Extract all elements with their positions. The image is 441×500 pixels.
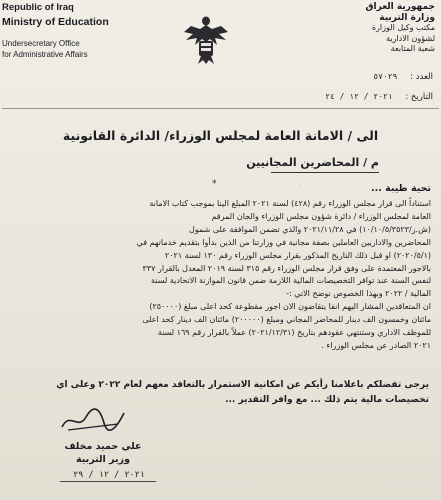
office-name-ar: مكتب وكيل الوزارة xyxy=(371,23,435,32)
signer-title: وزير التربية xyxy=(76,454,130,465)
signer-block xyxy=(48,440,158,466)
date-value: ٢٠٢١ / ١٢ / ٢٤ xyxy=(325,92,393,101)
signature-date: ٢٠٢١ / ١٢ / ٢٩ xyxy=(73,470,145,480)
office-name-en: Undersecretary Office xyxy=(2,39,80,48)
asterisk-mark: * xyxy=(212,179,217,189)
signature-date-underline xyxy=(60,481,156,482)
letter-body: استناداً الى قرار مجلس الوزراء رقم (٤٢٨) لسنة ٢٠٢١ المبلغ الينا بموجب كتاب الامانة العامة لمجلس الوزراء / دائرة شؤون مجلس الوزراء والجان المرقم (ش.ز/١٠/١٠/٥/٣٥٢٣) في ٢٠٢١/١١/٢٨ والذي تضمن الموافقة على شمول المحاضرين والاداريين العاملين بصفة مجانية في وزارتنا من الذين بدأوا بتقديم خدماتهم في (٢٠٢٠/٥/١) او قبل ذلك التاريخ المذكور بقرار مجلس الوزراء رقم ١٣٠ لسنة ٢٠٢١ بالاجور المعتمدة على وفق قرار مجلس الوزراء رقم ٣١٥ لسنة ٢٠١٩ المعدل بالقرار ٣٣٧ لنفس السنة عند توافر التخصيصات المالية اللازمة ضمن قانون الموازنة الاتحادية لسنة المالية / ٢٠٢٢ وبهذا الخصوص نوضح الاتي :- ان المتعاقدين المشار اليهم انفا يتقاضون الان اجور مقطوعة كحد اعلى مبلغ (٢٥٠٠٠٠) مائتان وخمسون الف دينار للمحاضر المجاني ومبلغ (٢٠٠٠٠٠) مائتان الف دينار كحد اعلى للموظف الاداري وستنتهي عقودهم بتاريخ (٢٠٢١/١٢/٣١) عملاً بالقرار رقم ١٦٩ لسنة ٢٠٢١ الصادر عن مجلس الوزراء . xyxy=(136,199,431,350)
closing-request: يرجى تفضلكم باعلامنا رأيكم عن امكانية الاستمرار بالتعاقد معهم لعام ٢٠٢٢ وعلى اي تخصيصات مالية يتم ذلك ... مع وافر التقدير ... xyxy=(56,380,429,405)
country-name-ar: جمهورية العراق xyxy=(365,2,435,12)
reference-date xyxy=(263,92,433,102)
handwritten-signature-icon xyxy=(58,405,128,435)
greeting: تحية طيبة ... xyxy=(371,183,431,194)
subject-underline xyxy=(271,172,379,173)
country-name-en: Republic of Iraq xyxy=(2,2,74,13)
ministry-name-ar: وزارة التربية xyxy=(379,12,435,23)
reference-number xyxy=(263,72,433,82)
subject: م / المحاضرين المجانيين xyxy=(246,156,379,169)
department-name-en: for Administrative Affairs xyxy=(2,50,88,59)
header-divider xyxy=(2,108,439,109)
number-label: العدد : xyxy=(410,72,433,82)
scan-speck xyxy=(300,185,301,186)
date-label: التاريخ : xyxy=(405,92,433,102)
arabic-letterhead xyxy=(295,2,435,55)
addressee: الى / الامانة العامة لمجلس الوزراء/ الدائرة القانونية xyxy=(62,128,379,143)
number-value: ٥٧٠٢٩ xyxy=(373,72,398,81)
english-letterhead xyxy=(2,2,152,60)
section-name-ar: شعبة المتابعة xyxy=(390,44,435,53)
ministry-name-en: Ministry of Education xyxy=(2,16,109,28)
department-name-ar: لشؤون الادارية xyxy=(386,33,435,43)
signer-name: علي حميد مخلف xyxy=(64,441,142,452)
iraq-eagle-emblem-icon xyxy=(183,12,229,66)
